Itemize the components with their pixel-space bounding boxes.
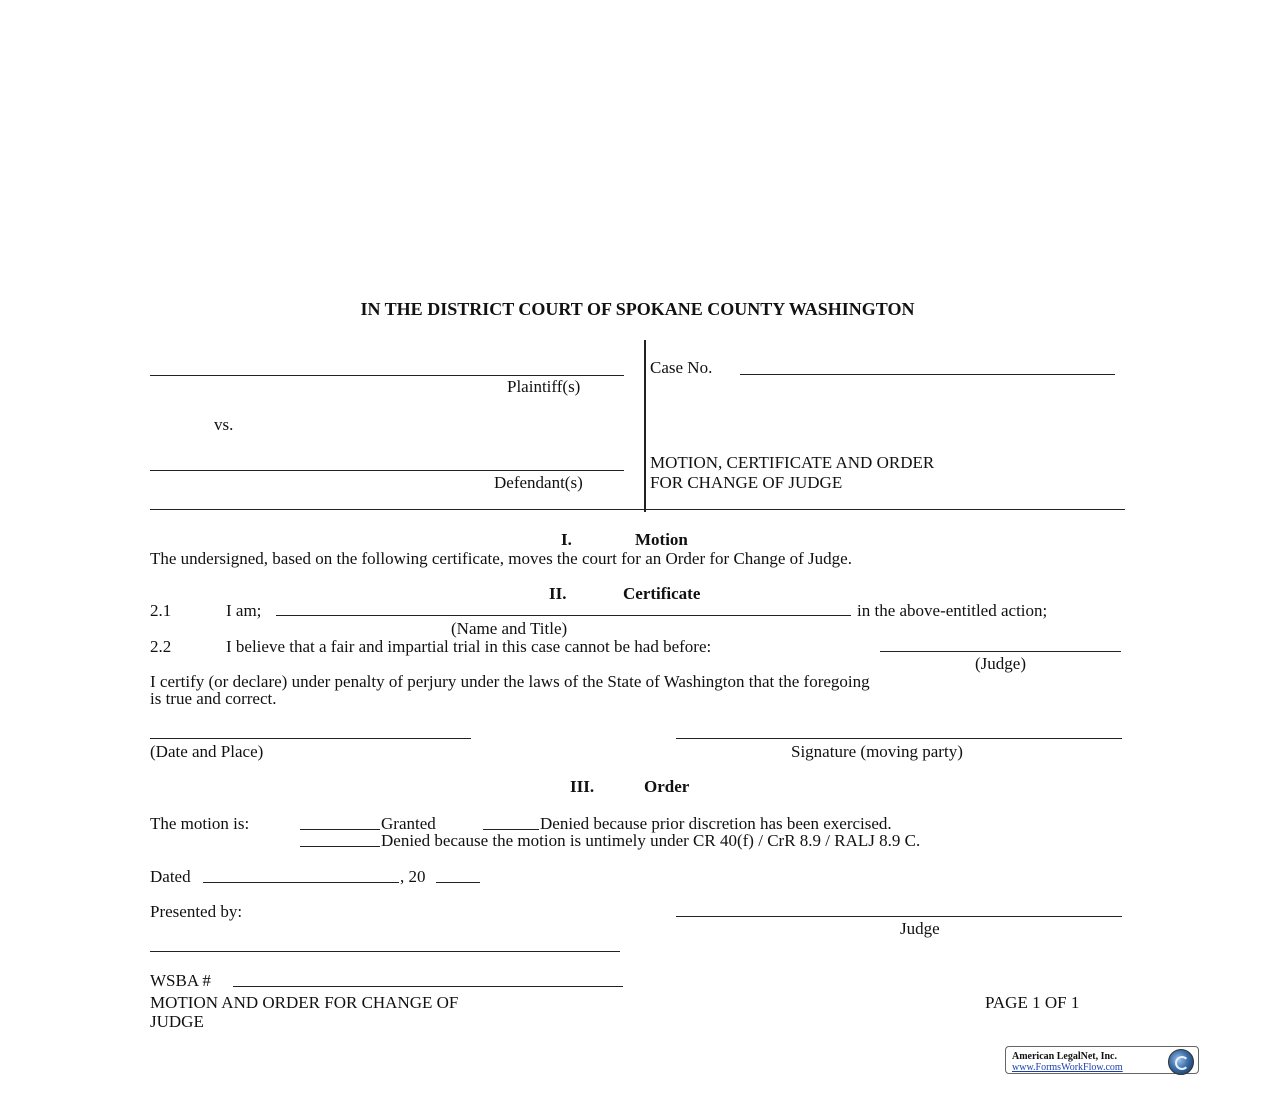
wsba-line[interactable] — [233, 986, 623, 987]
item-2-2-number: 2.2 — [150, 637, 172, 656]
publisher-url-link[interactable]: www.FormsWorkFlow.com — [1012, 1062, 1123, 1073]
footer-title-line2: JUDGE — [150, 1012, 204, 1031]
motion-number: I. — [561, 530, 572, 549]
globe-logo-icon — [1168, 1049, 1194, 1075]
caption-bottom-line — [150, 509, 1125, 510]
motion-is-label: The motion is: — [150, 814, 250, 833]
judge-label: Judge — [900, 919, 940, 938]
defendant-line — [150, 470, 624, 471]
doc-title-line2: FOR CHANGE OF JUDGE — [650, 473, 843, 492]
item-2-1-number: 2.1 — [150, 601, 172, 620]
year-line[interactable] — [436, 882, 480, 883]
item-2-1-prefix: I am; — [226, 601, 262, 620]
vs-label: vs. — [214, 415, 234, 434]
page-number: PAGE 1 OF 1 — [985, 993, 1080, 1012]
motion-heading: Motion — [635, 530, 688, 549]
declaration-line2: is true and correct. — [150, 689, 277, 708]
date-place-line[interactable] — [150, 738, 471, 739]
order-heading: Order — [644, 777, 690, 796]
caption-divider — [644, 340, 646, 512]
case-no-line[interactable] — [740, 374, 1115, 375]
dated-label: Dated — [150, 867, 191, 886]
moving-party-signature-line[interactable] — [676, 738, 1122, 739]
plaintiff-label: Plaintiff(s) — [507, 377, 581, 396]
denied-discretion-checkline[interactable] — [483, 829, 539, 830]
motion-text: The undersigned, based on the following certificate, moves the court for an Order for Change of Judge. — [150, 549, 852, 568]
case-no-label: Case No. — [650, 358, 713, 377]
footer-title-line1: MOTION AND ORDER FOR CHANGE OF — [150, 993, 459, 1012]
wsba-label: WSBA # — [150, 971, 211, 990]
publisher-badge[interactable] — [1005, 1046, 1199, 1074]
court-title: IN THE DISTRICT COURT OF SPOKANE COUNTY WASHINGTON — [360, 299, 915, 319]
name-title-caption: (Name and Title) — [451, 619, 568, 638]
publisher-company: American LegalNet, Inc. — [1012, 1051, 1117, 1062]
defendant-label: Defendant(s) — [494, 473, 583, 492]
presented-by-label: Presented by: — [150, 902, 243, 921]
plaintiff-line — [150, 375, 624, 376]
declaration-line1: I certify (or declare) under penalty of perjury under the laws of the State of Washington that the foregoing — [150, 672, 870, 691]
item-2-2-text: I believe that a fair and impartial trial in this case cannot be had before: — [226, 637, 712, 656]
dated-line[interactable] — [203, 882, 399, 883]
judge-signature-line[interactable] — [676, 916, 1122, 917]
order-number: III. — [570, 777, 595, 796]
denied-untimely-checkline[interactable] — [300, 846, 380, 847]
doc-title-line1: MOTION, CERTIFICATE AND ORDER — [650, 453, 935, 472]
date-place-label: (Date and Place) — [150, 742, 264, 761]
item-2-1-suffix: in the above-entitled action; — [857, 601, 1048, 620]
name-title-line[interactable] — [276, 615, 851, 616]
denied-discretion-option: Denied because prior discretion has been exercised. — [540, 814, 892, 833]
certificate-heading: Certificate — [623, 584, 701, 603]
judge-name-line[interactable] — [880, 651, 1121, 652]
denied-untimely-option: Denied because the motion is untimely under CR 40(f) / CrR 8.9 / RALJ 8.9 C. — [381, 831, 921, 850]
judge-caption: (Judge) — [975, 654, 1026, 673]
moving-party-signature-label: Signature (moving party) — [791, 742, 963, 761]
granted-checkline[interactable] — [300, 829, 380, 830]
certificate-number: II. — [549, 584, 567, 603]
granted-option: Granted — [381, 814, 436, 833]
presenter-signature-line[interactable] — [150, 951, 620, 952]
year-prefix: , 20 — [400, 867, 426, 886]
